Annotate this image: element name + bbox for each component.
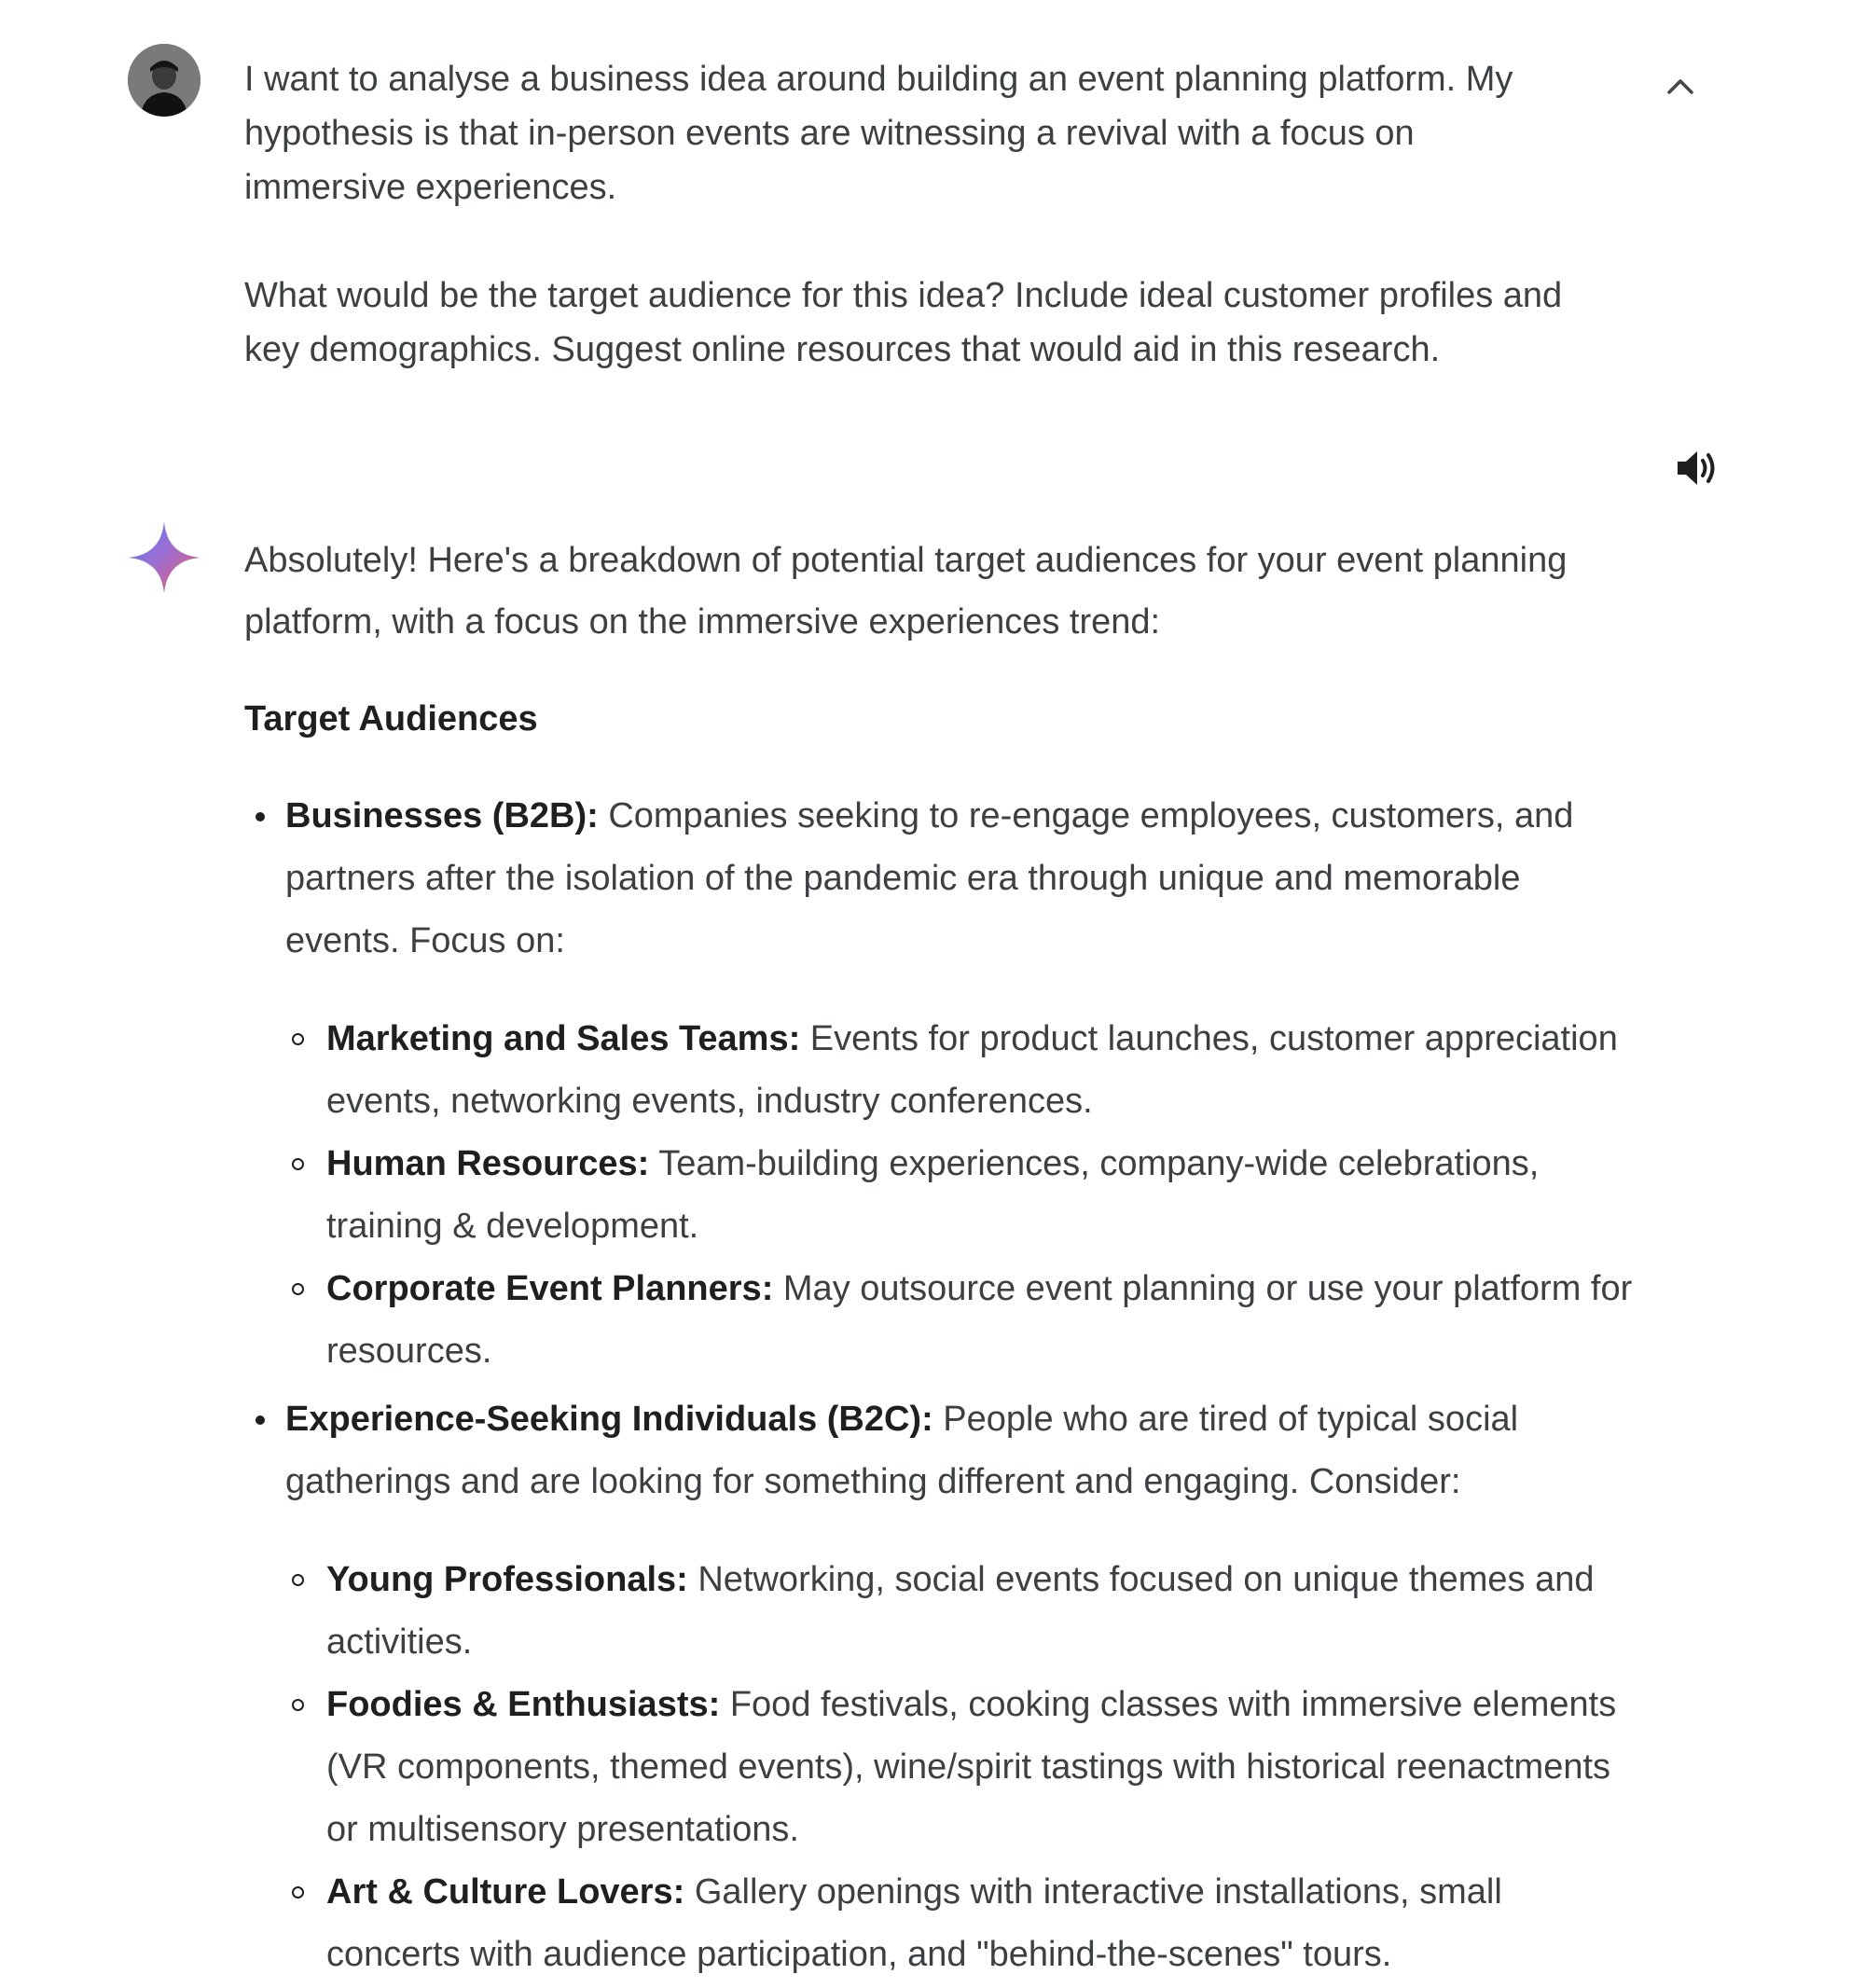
item-title: Human Resources: [326, 1144, 650, 1183]
list-item [326, 1258, 1643, 1383]
list-item [285, 785, 1643, 1383]
item-title: Art & Culture Lovers: [326, 1872, 685, 1912]
gemini-sparkle-icon [126, 519, 202, 596]
user-prompt [244, 52, 1568, 377]
chevron-up-icon [1665, 76, 1696, 96]
item-text: Companies seeking to re-engage employees, customers, and partners after the isolation of the pandemic era through unique and memorable events. Focus on: [285, 796, 1574, 960]
avatar-icon [128, 44, 200, 117]
response-intro: Absolutely! Here's a breakdown of potential target audiences for your event planning platform, with a focus on the immersive experiences trend: [244, 541, 1568, 642]
assistant-response [244, 530, 1643, 1986]
sub-list [285, 1549, 1643, 1986]
collapse-prompt-button[interactable] [1662, 67, 1699, 104]
list-item [326, 1008, 1643, 1133]
list-item [326, 1133, 1643, 1258]
speaker-icon [1674, 448, 1720, 489]
item-title: Foodies & Enthusiasts: [326, 1685, 721, 1724]
prompt-paragraph: What would be the target audience for this idea? Include ideal customer profiles and key demographics. Suggest online resources that would aid in this research. [244, 276, 1563, 369]
item-text: People who are tired of typical social gatherings and are looking for something different and engaging. Consider: [285, 1400, 1519, 1501]
user-avatar [128, 44, 200, 117]
section-heading: Target Audiences [244, 699, 538, 739]
sub-list [285, 1008, 1643, 1383]
item-text: Food festivals, cooking classes with immersive elements (VR components, themed events), wine/spirit tastings with historical reenactments or multisensory presentations. [326, 1685, 1617, 1849]
item-text: May outsource event planning or use your platform for resources. [326, 1269, 1633, 1371]
item-title: Young Professionals: [326, 1560, 688, 1599]
read-aloud-button[interactable] [1671, 442, 1723, 494]
item-title: Experience-Seeking Individuals (B2C): [285, 1400, 933, 1439]
item-text: Events for product launches, customer appreciation events, networking events, industry conferences. [326, 1019, 1618, 1121]
item-title: Marketing and Sales Teams: [326, 1019, 801, 1058]
item-text: Gallery openings with interactive installations, small concerts with audience participation, and "behind-the-scenes" tours. [326, 1872, 1502, 1974]
list-item [326, 1549, 1643, 1674]
item-text: Networking, social events focused on unique themes and activities. [326, 1560, 1595, 1662]
item-title: Corporate Event Planners: [326, 1269, 774, 1308]
list-item [285, 1388, 1643, 1986]
prompt-paragraph: I want to analyse a business idea around building an event planning platform. My hypothesis is that in-person events are witnessing a revival with a focus on immersive experiences. [244, 60, 1513, 207]
list-item [326, 1861, 1643, 1986]
item-text: Team-building experiences, company-wide celebrations, training & development. [326, 1144, 1540, 1246]
list-item [326, 1674, 1643, 1861]
item-title: Businesses (B2B): [285, 796, 599, 835]
audience-list [244, 785, 1643, 1986]
